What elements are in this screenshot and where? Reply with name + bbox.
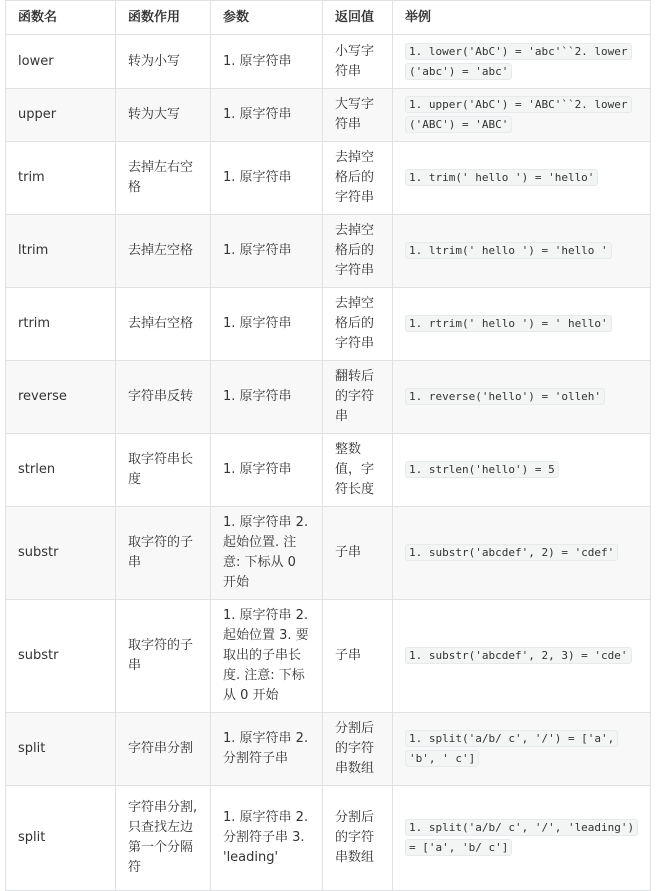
cell-function-name: upper: [6, 89, 116, 142]
table-body: [6, 35, 651, 891]
cell-function-name: substr: [6, 600, 116, 713]
cell-function-name: split: [6, 713, 116, 786]
example-code: 1. rtrim(' hello ') = ' hello': [405, 315, 612, 332]
table-row: [6, 288, 651, 361]
cell-example: [393, 361, 651, 434]
example-code: 1. ltrim(' hello ') = 'hello ': [405, 242, 612, 259]
cell-function-name: rtrim: [6, 288, 116, 361]
table-row: [6, 600, 651, 713]
table-row: [6, 786, 651, 891]
example-code: 1. substr('abcdef', 2) = 'cdef': [405, 544, 618, 561]
cell-params: 1. 原字符串 2. 分割符子串 3. 'leading': [211, 786, 323, 891]
cell-function-name: substr: [6, 507, 116, 600]
cell-example: [393, 35, 651, 89]
cell-return-value: 去掉空格后的字符串: [323, 215, 393, 288]
header-function-name: 函数名: [6, 1, 116, 35]
example-code: 1. lower('AbC') = 'abc'``2. lower('abc') = 'abc': [405, 43, 632, 80]
cell-example: [393, 89, 651, 142]
cell-function-name: trim: [6, 142, 116, 215]
table-row: [6, 434, 651, 507]
cell-params: 1. 原字符串: [211, 434, 323, 507]
cell-example: [393, 215, 651, 288]
cell-example: [393, 600, 651, 713]
cell-return-value: 子串: [323, 507, 393, 600]
cell-params: 1. 原字符串 2. 分割符子串: [211, 713, 323, 786]
example-code: 1. split('a/b/ c', '/') = ['a', 'b', ' c']: [405, 730, 618, 767]
example-code: 1. strlen('hello') = 5: [405, 461, 559, 478]
cell-function-name: lower: [6, 35, 116, 89]
example-code: 1. trim(' hello ') = 'hello': [405, 169, 598, 186]
example-code: 1. upper('AbC') = 'ABC'``2. lower('ABC') = 'ABC': [405, 96, 632, 133]
cell-params: 1. 原字符串: [211, 215, 323, 288]
cell-return-value: 整数值，字符长度: [323, 434, 393, 507]
cell-return-value: 分割后的字符串数组: [323, 786, 393, 891]
example-code: 1. substr('abcdef', 2, 3) = 'cde': [405, 647, 632, 664]
cell-return-value: 去掉空格后的字符串: [323, 142, 393, 215]
header-row: [6, 1, 651, 35]
table-row: [6, 361, 651, 434]
cell-function-purpose: 去掉右空格: [116, 288, 211, 361]
table-row: [6, 35, 651, 89]
cell-return-value: 去掉空格后的字符串: [323, 288, 393, 361]
cell-return-value: 子串: [323, 600, 393, 713]
cell-function-purpose: 取字符串长度: [116, 434, 211, 507]
cell-function-purpose: 去掉左空格: [116, 215, 211, 288]
table-row: [6, 713, 651, 786]
cell-example: [393, 507, 651, 600]
cell-example: [393, 288, 651, 361]
table-row: [6, 215, 651, 288]
cell-function-purpose: 字符串反转: [116, 361, 211, 434]
cell-return-value: 翻转后的字符串: [323, 361, 393, 434]
example-code: 1. split('a/b/ c', '/', 'leading') = ['a', 'b/ c']: [405, 819, 638, 856]
cell-params: 1. 原字符串: [211, 361, 323, 434]
cell-function-name: reverse: [6, 361, 116, 434]
table-row: [6, 89, 651, 142]
cell-params: 1. 原字符串: [211, 288, 323, 361]
header-params: 参数: [211, 1, 323, 35]
table-header: [6, 1, 651, 35]
header-example: 举例: [393, 1, 651, 35]
table-row: [6, 507, 651, 600]
table-row: [6, 142, 651, 215]
string-functions-table: [5, 0, 651, 891]
cell-function-purpose: 取字符的子串: [116, 600, 211, 713]
cell-function-purpose: 取字符的子串: [116, 507, 211, 600]
cell-example: [393, 142, 651, 215]
header-function-purpose: 函数作用: [116, 1, 211, 35]
cell-return-value: 大写字符串: [323, 89, 393, 142]
cell-return-value: 小写字符串: [323, 35, 393, 89]
cell-function-name: split: [6, 786, 116, 891]
cell-params: 1. 原字符串: [211, 142, 323, 215]
cell-function-purpose: 去掉左右空格: [116, 142, 211, 215]
cell-function-purpose: 转为小写: [116, 35, 211, 89]
cell-example: [393, 713, 651, 786]
cell-return-value: 分割后的字符串数组: [323, 713, 393, 786]
cell-function-purpose: 字符串分割: [116, 713, 211, 786]
cell-function-purpose: 转为大写: [116, 89, 211, 142]
cell-function-name: ltrim: [6, 215, 116, 288]
cell-function-purpose: 字符串分割, 只查找左边第一个分隔符: [116, 786, 211, 891]
example-code: 1. reverse('hello') = 'olleh': [405, 388, 605, 405]
cell-params: 1. 原字符串 2. 起始位置 3. 要取出的子串长度. 注意: 下标从 0 开始: [211, 600, 323, 713]
cell-params: 1. 原字符串: [211, 89, 323, 142]
cell-example: [393, 434, 651, 507]
cell-params: 1. 原字符串 2. 起始位置. 注意: 下标从 0 开始: [211, 507, 323, 600]
cell-example: [393, 786, 651, 891]
cell-function-name: strlen: [6, 434, 116, 507]
header-return-value: 返回值: [323, 1, 393, 35]
cell-params: 1. 原字符串: [211, 35, 323, 89]
